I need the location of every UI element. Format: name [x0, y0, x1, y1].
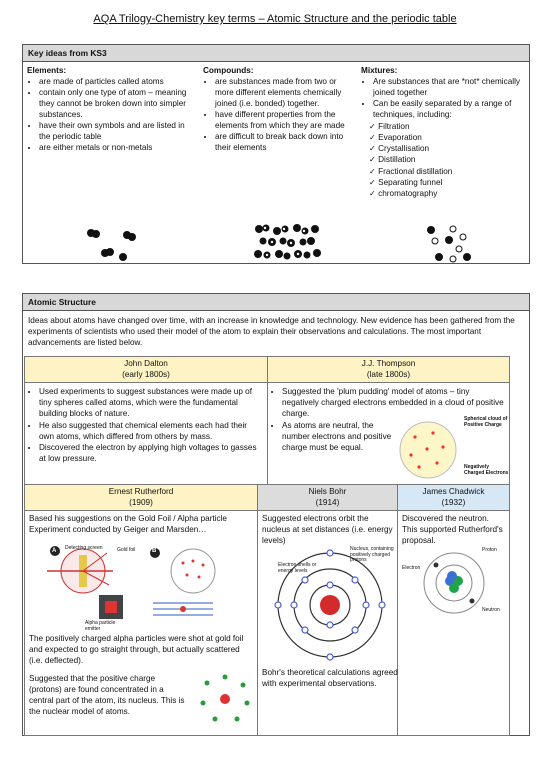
label-gold-foil: Gold foil [117, 547, 136, 553]
thompson-point: • As atoms are neutral, the number electrons and positive charge must be equal. [282, 420, 400, 453]
dalton-point: • Used experiments to suggest substances were made up of tiny spheres called atoms, which were the fundamental building blocks of nature. [39, 386, 263, 419]
technique-item: ✓ Crystallisation [379, 143, 525, 154]
label-a: A [52, 548, 57, 554]
list-item: • contain only one type of atom – meaning they cannot be broken down into simpler substances. [39, 87, 195, 120]
chadwick-proton-label: Proton [482, 547, 497, 553]
page-title: AQA Trilogy-Chemistry key terms – Atomic Structure and the periodic table [93, 13, 457, 25]
thompson-name: J.J. Thompson [361, 359, 416, 368]
list-item: • have different properties from the elements from which they are made [215, 109, 353, 131]
rutherford-cell [24, 485, 258, 736]
list-item: • have their own symbols and are listed in the periodic table [39, 120, 195, 142]
technique-item: ✓ Fractional distillation [379, 166, 525, 177]
technique-item: ✓ Filtration [379, 121, 525, 132]
dalton-point: • Discovered the electron by applying high voltages to gasses at low pressure. [39, 442, 263, 464]
ks3-heading: Key ideas from KS3 [23, 45, 529, 62]
chadwick-neutron-label: Neutron [482, 607, 500, 613]
chadwick-cell [398, 485, 510, 736]
chadwick-electron-label: Electron [402, 565, 421, 571]
nuclear-model-diagram [197, 671, 253, 727]
chadwick-name: James Chadwick [422, 487, 485, 496]
bohr-nucleus-label: Nucleus, containing positively charged protons [350, 546, 394, 563]
bohr-cell [258, 485, 398, 736]
bohr-date: (1914) [315, 497, 340, 507]
rutherford-name: Ernest Rutherford [108, 487, 174, 496]
compounds-column [199, 63, 357, 156]
plum-pudding-diagram [393, 419, 463, 481]
gold-foil-experiment-diagram [43, 545, 243, 629]
atomic-heading: Atomic Structure [23, 294, 529, 311]
technique-item: ✓ chromatography [379, 188, 525, 199]
dalton-name: John Dalton [124, 359, 168, 368]
plum-electrons-label: Negatively Charged Electrons [464, 464, 509, 476]
bohr-name: Niels Bohr [308, 487, 347, 496]
mixtures-column [357, 63, 529, 202]
rutherford-text-2: The positively charged alpha particles were shot at gold foil and expected to go straight through, but actually scattered (i.e. deflected). [29, 634, 244, 666]
plum-cloud-label: Spherical cloud of Positive Charge [464, 416, 508, 428]
thompson-cell [268, 356, 510, 485]
mixture-particles-diagram [423, 225, 473, 263]
ks3-section [22, 44, 530, 264]
label-detecting-screen: Detecting screen [65, 545, 103, 551]
list-item: • are made of particles called atoms [39, 76, 195, 87]
list-item: • are substances made from two or more different elements chemically joined (i.e. bonded) together. [215, 76, 353, 109]
list-item: • are difficult to break back down into their elements [215, 131, 353, 153]
compounds-heading: Compounds: [203, 66, 254, 75]
technique-item: ✓ Evaporation [379, 132, 525, 143]
bohr-orbit-label: Electron shells or energy levels [278, 562, 317, 574]
chadwick-atom-diagram [422, 551, 486, 615]
list-item: • are either metals or non-metals [39, 142, 195, 153]
dalton-date: (early 1800s) [122, 369, 170, 379]
chadwick-header [398, 485, 509, 511]
chadwick-text-1: Discovered the neutron. This supported Rutherford's proposal. [402, 514, 503, 546]
chadwick-date: (1932) [441, 497, 466, 507]
label-b: B [152, 548, 157, 554]
atomic-structure-section [22, 293, 530, 736]
element-particles-diagram [83, 227, 143, 263]
rutherford-text-1: Based his suggestions on the Gold Foil / Alpha particle Experiment conducted by Geiger and Marsden… [29, 514, 227, 535]
rutherford-header [25, 485, 257, 511]
thompson-header [268, 357, 509, 383]
bohr-text-1: Suggested electrons orbit the nucleus at set distances (i.e. energy levels) [262, 514, 393, 546]
list-item: • Are substances that are *not* chemically joined together [373, 76, 525, 98]
bohr-text-2: Bohr's theoretical calculations agreed with experimental observations. [262, 668, 398, 689]
rutherford-text-3: Suggested that the positive charge (protons) are found concentrated in a central part of the atom, its nucleus. This is the nuclear model of atoms. [29, 674, 185, 717]
mixtures-heading: Mixtures: [361, 66, 398, 75]
thompson-point: • Suggested the 'plum pudding' model of atoms – tiny negatively charged electrons embedded in a cloud of positive charge. [282, 386, 508, 419]
list-item: • Can be easily separated by a range of techniques, including: [373, 98, 525, 120]
thompson-date: (late 1800s) [366, 369, 411, 379]
rutherford-date: (1909) [129, 497, 153, 507]
technique-item: ✓ Distillation [379, 154, 525, 165]
dalton-cell [24, 356, 268, 485]
bohr-header [258, 485, 397, 511]
label-alpha-emitter: Alpha particle emitter [85, 620, 116, 632]
dalton-header [25, 357, 267, 383]
technique-item: ✓ Separating funnel [379, 177, 525, 188]
elements-heading: Elements: [27, 66, 67, 75]
dalton-point: • He also suggested that chemical elements each had their own atoms, which differed from others by mass. [39, 420, 263, 442]
compound-particles-diagram [253, 223, 323, 263]
elements-column [23, 63, 199, 156]
atomic-intro: Ideas about atoms have changed over time, with an increase in knowledge and technology. New evidence has been gathered from the experiments of scientists who used their model of the atom to explain their observations and calculations. The most important advancements are listed below. [28, 316, 515, 348]
